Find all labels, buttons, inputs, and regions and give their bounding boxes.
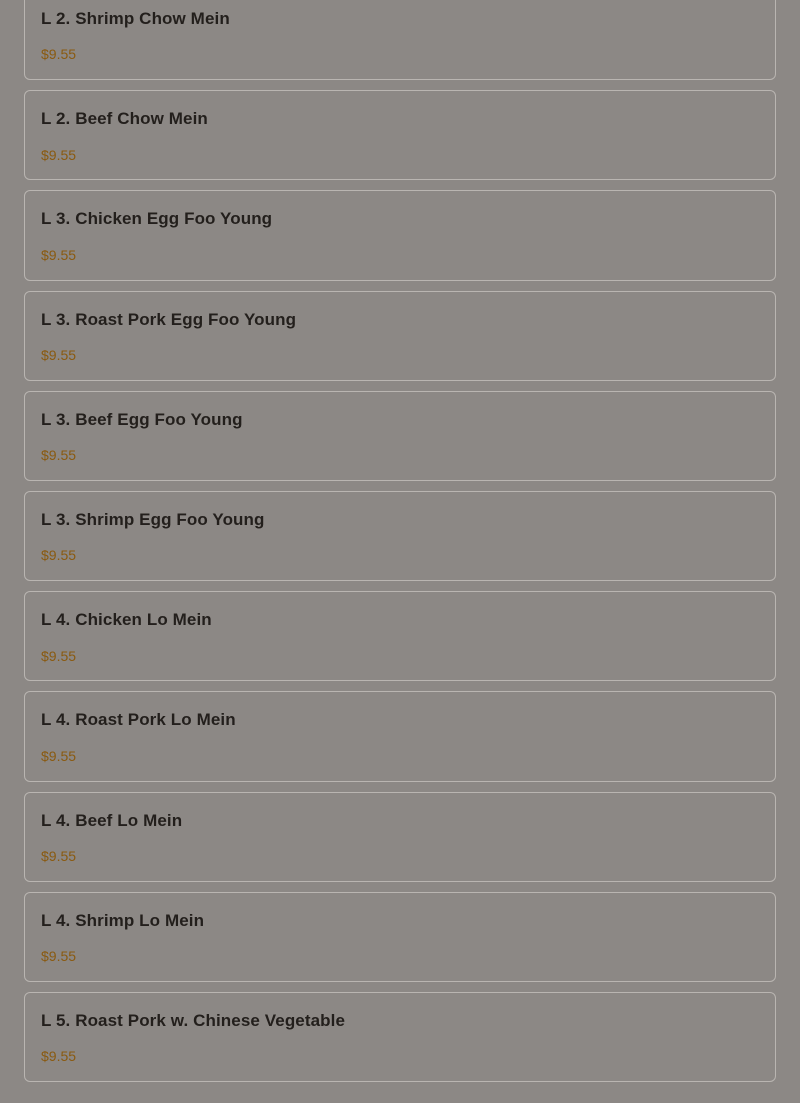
item-price: $9.55 <box>41 547 77 564</box>
item-price: $9.55 <box>41 346 77 363</box>
item-price: $9.55 <box>41 647 77 664</box>
item-name: L 3. Chicken Egg Foo Young <box>41 209 273 229</box>
list-item[interactable] <box>24 90 776 180</box>
item-price: $9.55 <box>41 847 77 864</box>
item-name: L 5. Roast Pork w. Chinese Vegetable <box>41 1010 346 1030</box>
item-price: $9.55 <box>41 246 77 263</box>
list-item[interactable] <box>24 992 776 1082</box>
list-item[interactable] <box>24 491 776 581</box>
item-price: $9.55 <box>41 948 77 965</box>
item-name: L 3. Beef Egg Foo Young <box>41 409 243 429</box>
item-name: L 3. Shrimp Egg Foo Young <box>41 509 265 529</box>
item-name: L 4. Chicken Lo Mein <box>41 610 212 630</box>
item-name: L 3. Roast Pork Egg Foo Young <box>41 309 297 329</box>
list-item[interactable] <box>24 291 776 381</box>
item-name: L 4. Beef Lo Mein <box>41 810 183 830</box>
list-item[interactable] <box>24 892 776 982</box>
item-price: $9.55 <box>41 447 77 464</box>
item-name: L 4. Roast Pork Lo Mein <box>41 710 236 730</box>
item-price: $9.55 <box>41 1048 77 1065</box>
list-item[interactable] <box>24 190 776 280</box>
item-price: $9.55 <box>41 146 77 163</box>
list-item[interactable] <box>24 391 776 481</box>
item-name: L 2. Beef Chow Mein <box>41 109 208 129</box>
item-price: $9.55 <box>41 46 77 63</box>
list-item[interactable] <box>24 792 776 882</box>
list-item[interactable] <box>24 591 776 681</box>
item-name: L 2. Shrimp Chow Mein <box>41 9 230 28</box>
item-price: $9.55 <box>41 747 77 764</box>
list-item[interactable] <box>24 691 776 781</box>
list-item[interactable] <box>24 0 776 80</box>
item-name: L 4. Shrimp Lo Mein <box>41 910 205 930</box>
